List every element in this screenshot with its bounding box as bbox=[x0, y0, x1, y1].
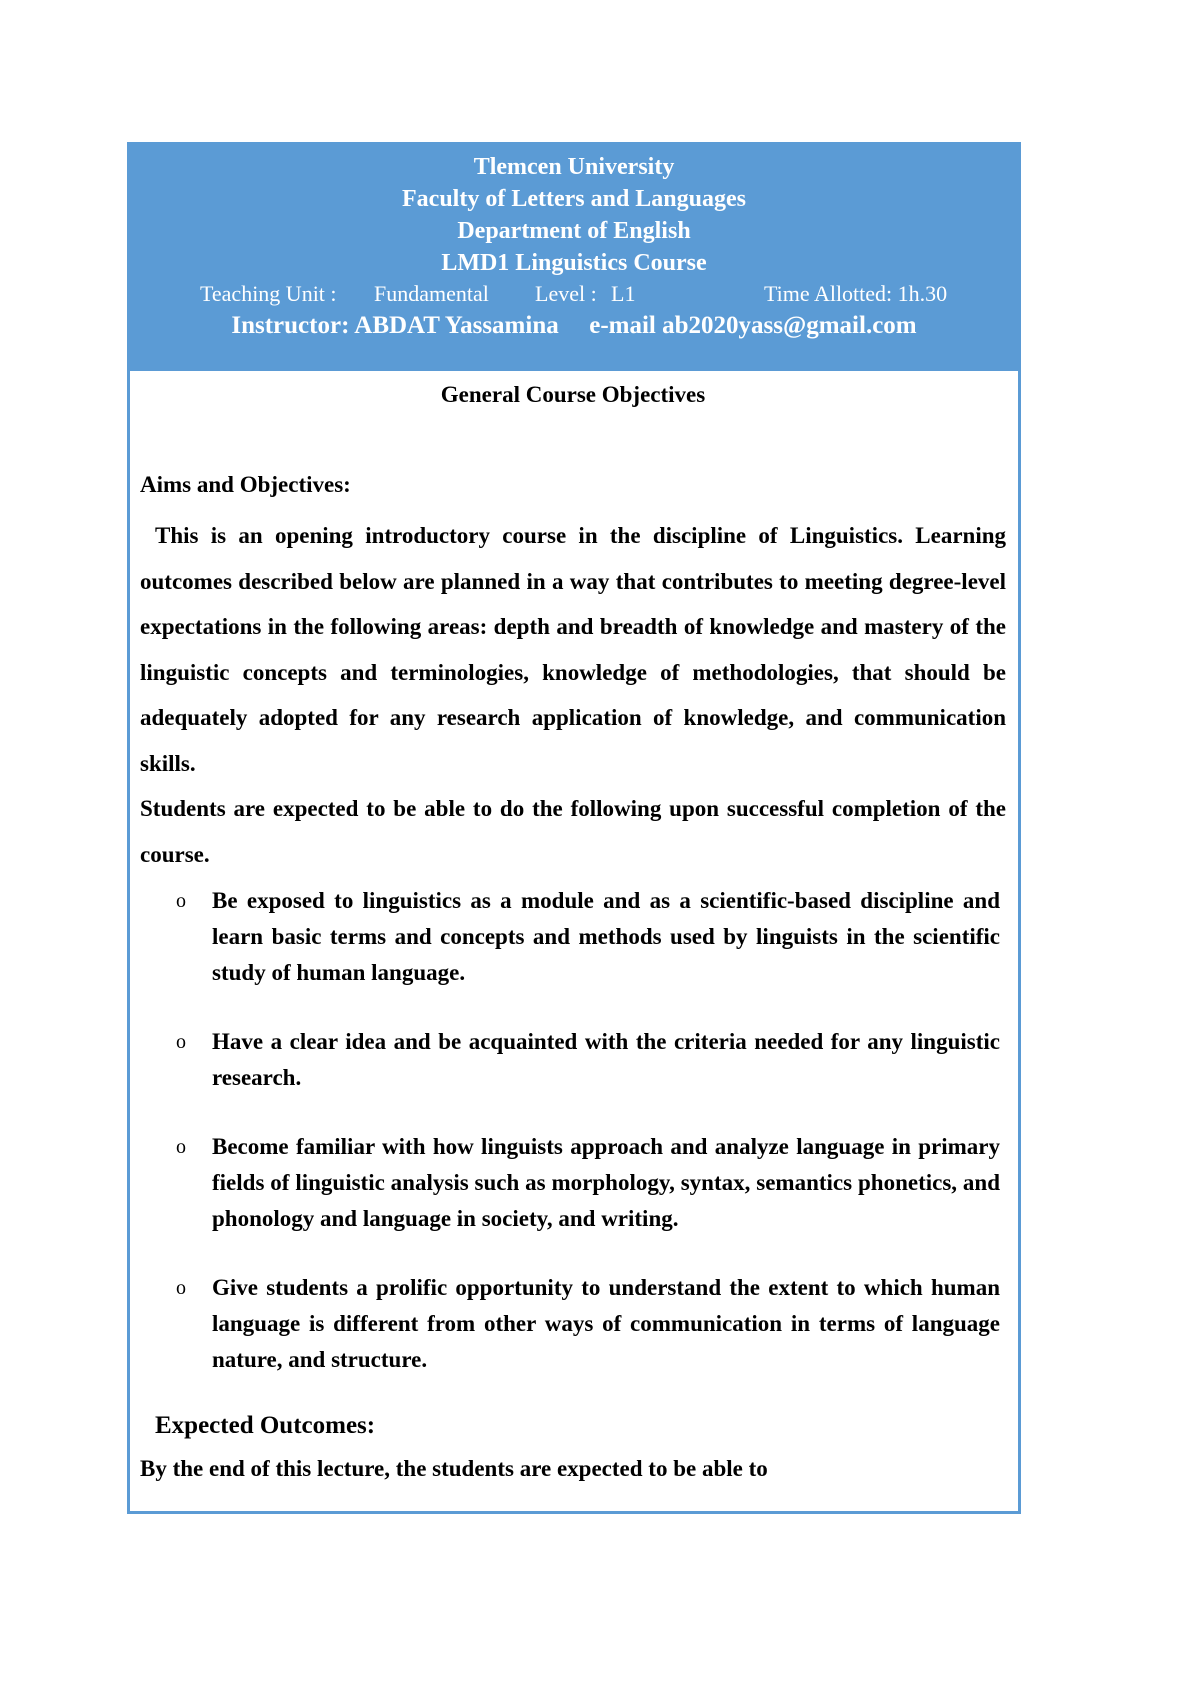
circle-bullet-icon: o bbox=[176, 1136, 186, 1158]
aims-heading: Aims and Objectives: bbox=[140, 472, 351, 497]
level-value: L1 bbox=[611, 281, 636, 306]
objective-text: Give students a prolific opportunity to understand the extent to which human language is different from other ways of communication in terms of language nature, and structure. bbox=[212, 1275, 1000, 1372]
list-item bbox=[140, 883, 1006, 991]
objective-text: Be exposed to linguistics as a module and as a scientific-based discipline and learn basic terms and concepts and methods used by linguists in the scientific study of human language. bbox=[212, 888, 1000, 985]
closing-line: By the end of this lecture, the students are expected to be able to bbox=[140, 1456, 768, 1481]
course-meta-row bbox=[130, 279, 1018, 309]
course-header bbox=[130, 145, 1018, 373]
objective-text: Have a clear idea and be acquainted with the criteria needed for any linguistic research. bbox=[212, 1029, 1000, 1090]
teaching-unit-value: Fundamental bbox=[374, 281, 489, 306]
circle-bullet-icon: o bbox=[176, 890, 186, 912]
department-name: Department of English bbox=[457, 218, 691, 244]
objective-text: Become familiar with how linguists approach and analyze language in primary fields of linguistic analysis such as morphology, syntax, semantics phonetics, and phonology and language in society, and writing. bbox=[212, 1134, 1000, 1231]
instructor-name: Instructor: ABDAT Yassamina bbox=[231, 312, 559, 339]
general-objectives-title: General Course Objectives bbox=[440, 382, 706, 407]
list-item bbox=[140, 1024, 1006, 1096]
instructor-email: e-mail ab2020yass@gmail.com bbox=[589, 312, 917, 339]
students-paragraph: Students are expected to be able to do the following upon successful completion of the course. bbox=[140, 796, 1006, 867]
list-item bbox=[140, 1129, 1006, 1237]
university-name: Tlemcen University bbox=[473, 154, 675, 180]
objectives-list bbox=[140, 883, 1006, 1378]
level-label: Level : bbox=[535, 281, 597, 306]
circle-bullet-icon: o bbox=[176, 1277, 186, 1299]
instructor-line bbox=[130, 309, 1018, 343]
course-title: LMD1 Linguistics Course bbox=[441, 250, 707, 276]
expected-outcomes-heading: Expected Outcomes: bbox=[155, 1412, 376, 1439]
circle-bullet-icon: o bbox=[176, 1031, 186, 1053]
time-allotted: Time Allotted: 1h.30 bbox=[764, 281, 948, 306]
course-info-frame bbox=[127, 142, 1021, 1514]
intro-paragraph: This is an opening introductory course in the discipline of Linguistics. Learning outcomes described below are planned in a way that contributes to meeting degree-level expectations in the following areas: depth and breadth of knowledge and mastery of the linguistic concepts and terminologies, knowledge of methodologies, that should be adequately adopted for any research application of knowledge, and communication skills. bbox=[140, 523, 1006, 776]
list-item bbox=[140, 1270, 1006, 1378]
course-objectives-body bbox=[140, 373, 1006, 1485]
teaching-unit-label: Teaching Unit : bbox=[200, 281, 337, 306]
faculty-name: Faculty of Letters and Languages bbox=[402, 186, 746, 212]
